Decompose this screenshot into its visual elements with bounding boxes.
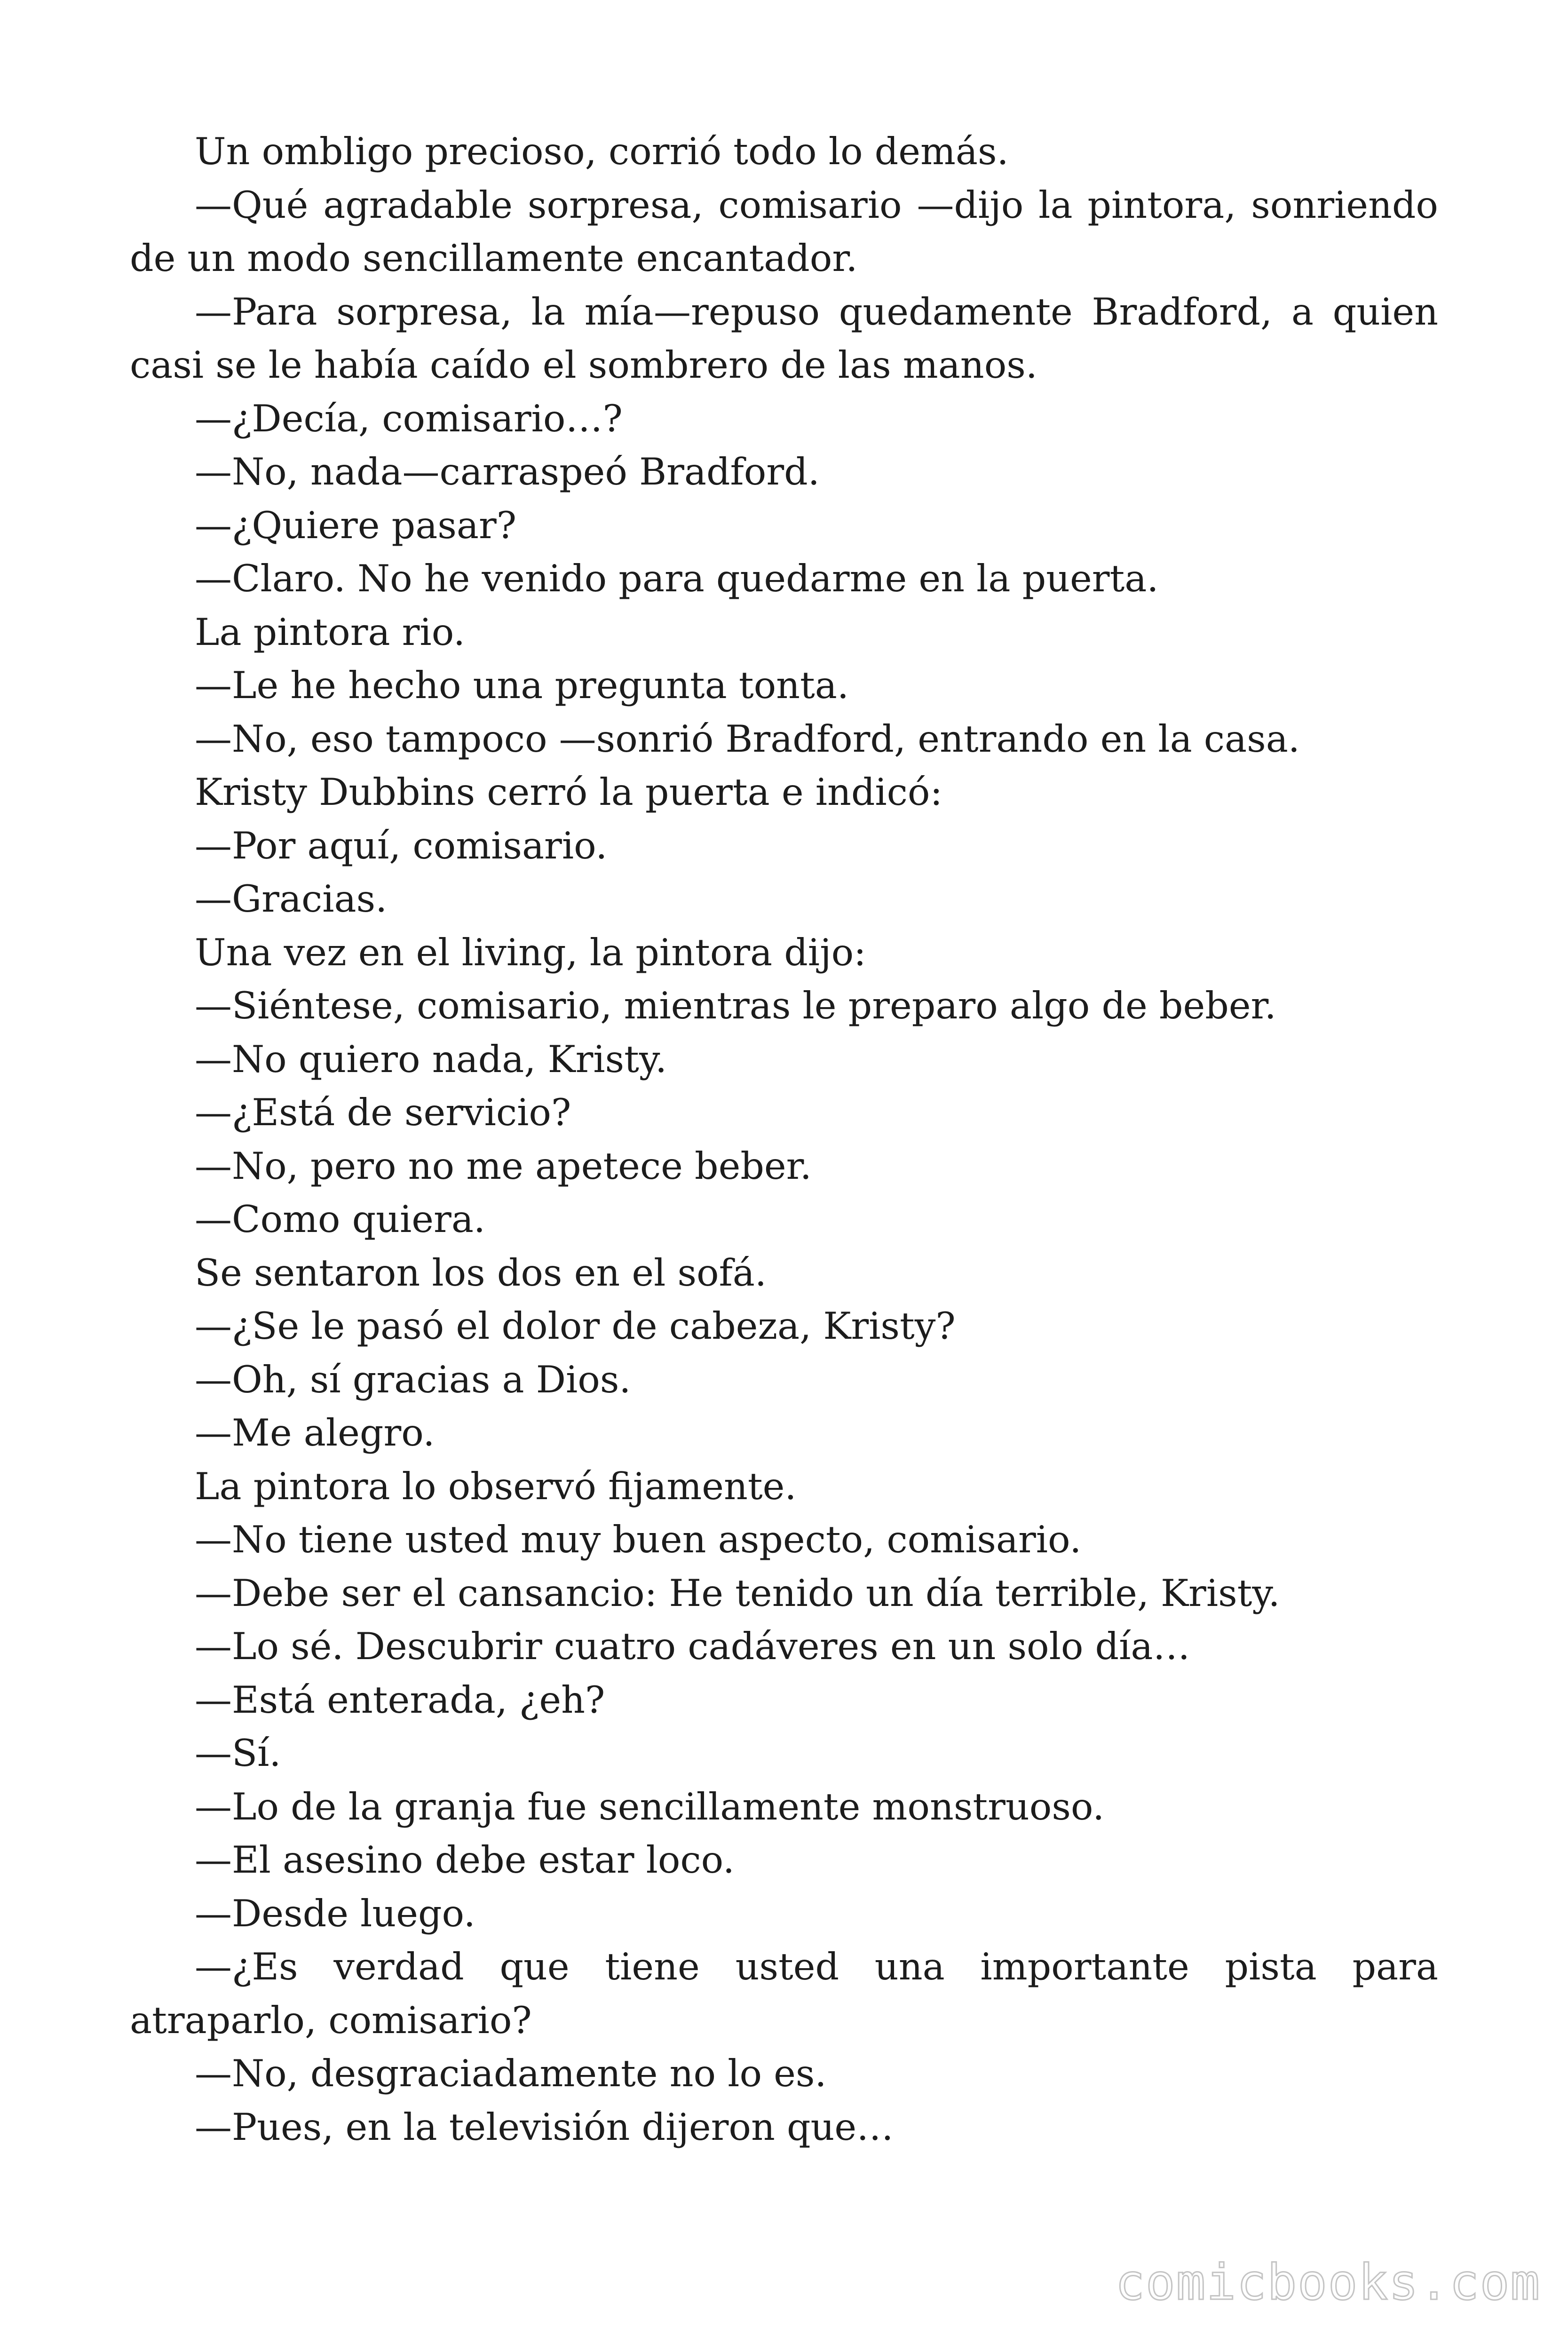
paragraph: —¿Quiere pasar? — [195, 503, 517, 547]
watermark: comicbooks.com — [1115, 2254, 1541, 2311]
paragraph: —¿Se le pasó el dolor de cabeza, Kristy? — [195, 1304, 956, 1348]
paragraph: —Lo de la granja fue sencillamente monstruoso. — [195, 1785, 1105, 1828]
paragraph: —Por aquí, comisario. — [195, 824, 608, 867]
paragraph: —Claro. No he venido para quedarme en la puerta. — [195, 557, 1159, 600]
paragraph: Un ombligo precioso, corrió todo lo demás. — [195, 130, 1009, 173]
paragraph: —Sí. — [195, 1732, 281, 1775]
paragraph: —Está enterada, ¿eh? — [195, 1678, 605, 1722]
paragraph: —Como quiera. — [195, 1198, 486, 1241]
paragraph: —Pues, en la televisión dijeron que… — [195, 2105, 894, 2149]
paragraph: —No quiero nada, Kristy. — [195, 1037, 667, 1081]
paragraph: La pintora lo observó fijamente. — [195, 1464, 797, 1508]
paragraph: —El asesino debe estar loco. — [195, 1838, 735, 1882]
paragraph: —Oh, sí gracias a Dios. — [195, 1358, 631, 1401]
paragraph: —No, nada—carraspeó Bradford. — [195, 450, 820, 493]
paragraph: Una vez en el living, la pintora dijo: — [195, 930, 866, 974]
paragraph: —No tiene usted muy buen aspecto, comisario. — [195, 1518, 1082, 1561]
paragraph: —¿Es verdad que tiene usted una importante pista para atraparlo, comisario? — [130, 1945, 1438, 2042]
paragraph: Se sentaron los dos en el sofá. — [195, 1251, 767, 1295]
paragraph: —Le he hecho una pregunta tonta. — [195, 664, 849, 707]
paragraph: —No, pero no me apetece beber. — [195, 1144, 812, 1188]
paragraph: —Debe ser el cansancio: He tenido un día terrible, Kristy. — [195, 1571, 1280, 1615]
paragraph: —¿Está de servicio? — [195, 1091, 571, 1134]
page-body — [130, 125, 1438, 2154]
paragraph: Kristy Dubbins cerró la puerta e indicó: — [195, 771, 943, 814]
paragraph: —No, eso tampoco —sonrió Bradford, entrando en la casa. — [195, 717, 1300, 761]
paragraph: —Me alegro. — [195, 1411, 435, 1454]
paragraph: —Lo sé. Descubrir cuatro cadáveres en un solo día… — [195, 1625, 1190, 1668]
paragraph: —Qué agradable sorpresa, comisario —dijo la pintora, sonriendo de un modo sencillamente encantador. — [130, 183, 1438, 280]
paragraph: —¿Decía, comisario…? — [195, 397, 623, 440]
paragraph: La pintora rio. — [195, 610, 465, 654]
paragraph: —Para sorpresa, la mía—repuso quedamente Bradford, a quien casi se le había caído el sombrero de las manos. — [130, 290, 1438, 387]
paragraph: —No, desgraciadamente no lo es. — [195, 2052, 827, 2095]
paragraph: —Gracias. — [195, 877, 388, 921]
paragraph: —Desde luego. — [195, 1891, 475, 1935]
paragraph: —Siéntese, comisario, mientras le preparo algo de beber. — [195, 984, 1276, 1027]
